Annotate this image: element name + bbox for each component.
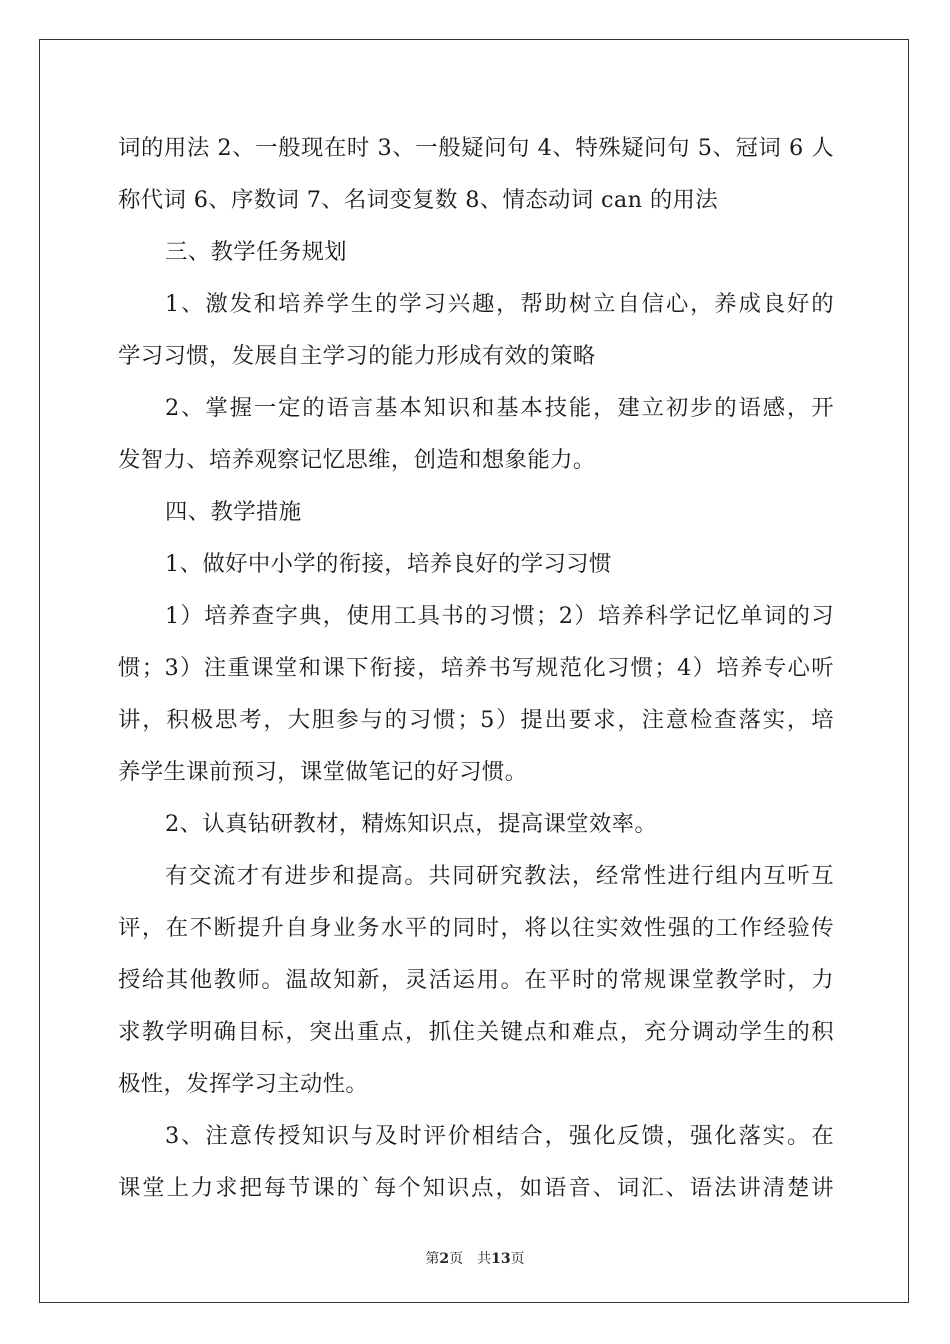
text-line: 1、激发和培养学生的学习兴趣，帮助树立自信心，养成良好的 — [165, 291, 834, 317]
total-page-count: 13 — [491, 1251, 511, 1267]
text-line: 称代词 6、序数词 7、名词变复数 8、情态动词 can 的用法 — [118, 187, 719, 213]
footer-middle: 页 共 — [449, 1251, 492, 1267]
text-line: 2、认真钻研教材，精炼知识点，提高课堂效率。 — [165, 811, 658, 837]
text-line: 惯；3）注重课堂和课下衔接，培养书写规范化习惯；4）培养专心听 — [118, 655, 834, 681]
document-body — [118, 126, 834, 1218]
text-line: 求教学明确目标，突出重点，抓住关键点和难点，充分调动学生的积 — [118, 1019, 834, 1045]
text-line: 养学生课前预习，课堂做笔记的好习惯。 — [118, 759, 528, 785]
footer-suffix: 页 — [510, 1251, 525, 1267]
current-page-number: 2 — [439, 1251, 450, 1267]
footer-prefix: 第 — [425, 1251, 440, 1267]
text-line: 2、掌握一定的语言基本知识和基本技能，建立初步的语感，开 — [165, 395, 834, 421]
text-line: 1）培养查字典，使用工具书的习惯；2）培养科学记忆单词的习 — [165, 603, 834, 629]
text-line: 课堂上力求把每节课的`每个知识点，如语音、词汇、语法讲清楚讲 — [118, 1175, 834, 1201]
text-line: 讲，积极思考，大胆参与的习惯；5）提出要求，注意检查落实，培 — [118, 707, 834, 733]
text-line: 有交流才有进步和提高。共同研究教法，经常性进行组内互听互 — [165, 863, 834, 889]
section-heading: 三、教学任务规划 — [165, 239, 347, 265]
text-line: 词的用法 2、一般现在时 3、一般疑问句 4、特殊疑问句 5、冠词 6 人 — [118, 135, 834, 161]
text-line: 评，在不断提升自身业务水平的同时，将以往实效性强的工作经验传 — [118, 915, 834, 941]
page-footer — [0, 1248, 950, 1268]
text-line: 学习习惯，发展自主学习的能力形成有效的策略 — [118, 343, 596, 369]
section-heading: 四、教学措施 — [165, 499, 302, 525]
text-line: 授给其他教师。温故知新，灵活运用。在平时的常规课堂教学时，力 — [118, 967, 834, 993]
text-line: 1、做好中小学的衔接，培养良好的学习习惯 — [165, 551, 612, 577]
text-line: 3、注意传授知识与及时评价相结合，强化反馈，强化落实。在 — [165, 1123, 834, 1149]
text-line: 发智力、培养观察记忆思维，创造和想象能力。 — [118, 447, 596, 473]
text-line: 极性，发挥学习主动性。 — [118, 1071, 369, 1097]
